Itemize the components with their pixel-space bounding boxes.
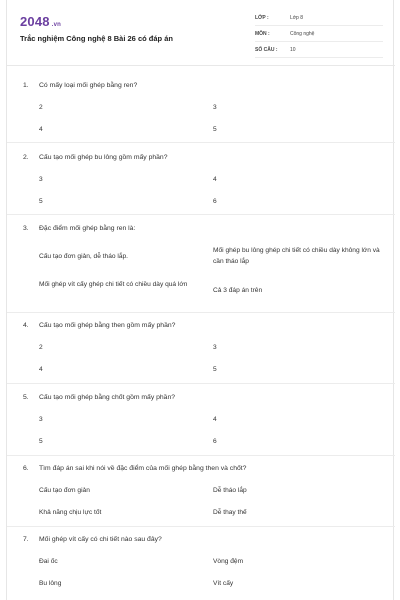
question-text: Có mấy loại mối ghép bằng ren? <box>39 82 138 89</box>
option-c[interactable]: 4 <box>39 366 43 373</box>
question-text: Cấu tạo mối ghép bằng then gồm mấy phần? <box>39 322 176 329</box>
option-a[interactable]: Đai ốc <box>39 558 58 565</box>
option-a[interactable]: Cấu tạo đơn giản <box>39 487 90 494</box>
logo-text: 2048 <box>20 14 50 29</box>
meta-subject <box>255 28 383 42</box>
option-a[interactable]: 2 <box>39 344 43 351</box>
option-c[interactable]: Bu lông <box>39 580 62 587</box>
question-divider <box>7 526 395 527</box>
logo-domain: .vn <box>51 22 62 28</box>
option-c[interactable]: 5 <box>39 438 43 445</box>
meta-class <box>255 12 383 26</box>
option-b[interactable]: 3 <box>213 104 217 111</box>
option-c[interactable]: Mối ghép vít cấy ghép chi tiết có chiều dày quá lớn <box>39 281 188 288</box>
quiz-meta <box>255 12 383 60</box>
option-b[interactable]: Vòng đệm <box>213 558 244 565</box>
option-d[interactable]: Dễ thay thế <box>213 509 247 516</box>
question-number: 1. <box>23 82 29 89</box>
question-divider <box>7 455 395 456</box>
question-divider <box>7 214 395 215</box>
option-d[interactable]: Vít cấy <box>213 580 234 587</box>
option-b[interactable]: 4 <box>213 416 217 423</box>
option-a[interactable]: Cấu tạo đơn giản, dễ tháo lắp. <box>39 253 129 260</box>
option-a[interactable]: 3 <box>39 176 43 183</box>
question-text: Cấu tạo mối ghép bu lông gồm mấy phần? <box>39 154 168 161</box>
option-a[interactable]: 3 <box>39 416 43 423</box>
meta-key: LỚP : <box>255 15 269 21</box>
option-c[interactable]: 4 <box>39 126 43 133</box>
question-text: Tìm đáp án sai khi nói về đặc điểm của mối ghép bằng then và chốt? <box>39 465 247 472</box>
option-b[interactable]: 3 <box>213 344 217 351</box>
question-number: 6. <box>23 465 29 472</box>
option-d[interactable]: 6 <box>213 198 217 205</box>
question-text: Đặc điểm mối ghép bằng ren là: <box>39 225 136 232</box>
option-b[interactable]: Mối ghép bu lông ghép chi tiết có chiều dày không lớn và cần tháo lắp <box>213 247 380 265</box>
meta-key: SỐ CÂU : <box>255 47 278 53</box>
document-page <box>6 0 394 600</box>
question-text: Mối ghép vít cấy có chi tiết nào sau đây? <box>39 536 162 543</box>
question-number: 5. <box>23 394 29 401</box>
meta-value: Lớp 8 <box>290 15 304 21</box>
question-number: 7. <box>23 536 29 543</box>
option-c[interactable]: 5 <box>39 198 43 205</box>
question-text: Cấu tạo mối ghép bằng chốt gồm mấy phần? <box>39 394 176 401</box>
option-b[interactable]: 4 <box>213 176 217 183</box>
meta-value: Công nghệ <box>290 31 315 37</box>
page-title: Trắc nghiệm Công nghệ 8 Bài 26 có đáp án <box>20 34 173 43</box>
site-logo[interactable] <box>20 14 61 29</box>
option-d[interactable]: 5 <box>213 126 217 133</box>
question-number: 2. <box>23 154 29 161</box>
option-b[interactable]: Dễ tháo lắp <box>213 487 247 494</box>
question-divider <box>7 142 395 143</box>
question-number: 3. <box>23 225 29 232</box>
question-number: 4. <box>23 322 29 329</box>
question-divider <box>7 383 395 384</box>
meta-question-count <box>255 44 383 58</box>
option-a[interactable]: 2 <box>39 104 43 111</box>
option-d[interactable]: 5 <box>213 366 217 373</box>
option-c[interactable]: Khả năng chịu lực tốt <box>39 509 102 516</box>
page-header <box>7 0 395 66</box>
question-divider <box>7 312 395 313</box>
meta-key: MÔN : <box>255 31 270 37</box>
meta-value: 10 <box>290 47 296 53</box>
option-d[interactable]: Cả 3 đáp án trên <box>213 287 263 294</box>
option-d[interactable]: 6 <box>213 438 217 445</box>
